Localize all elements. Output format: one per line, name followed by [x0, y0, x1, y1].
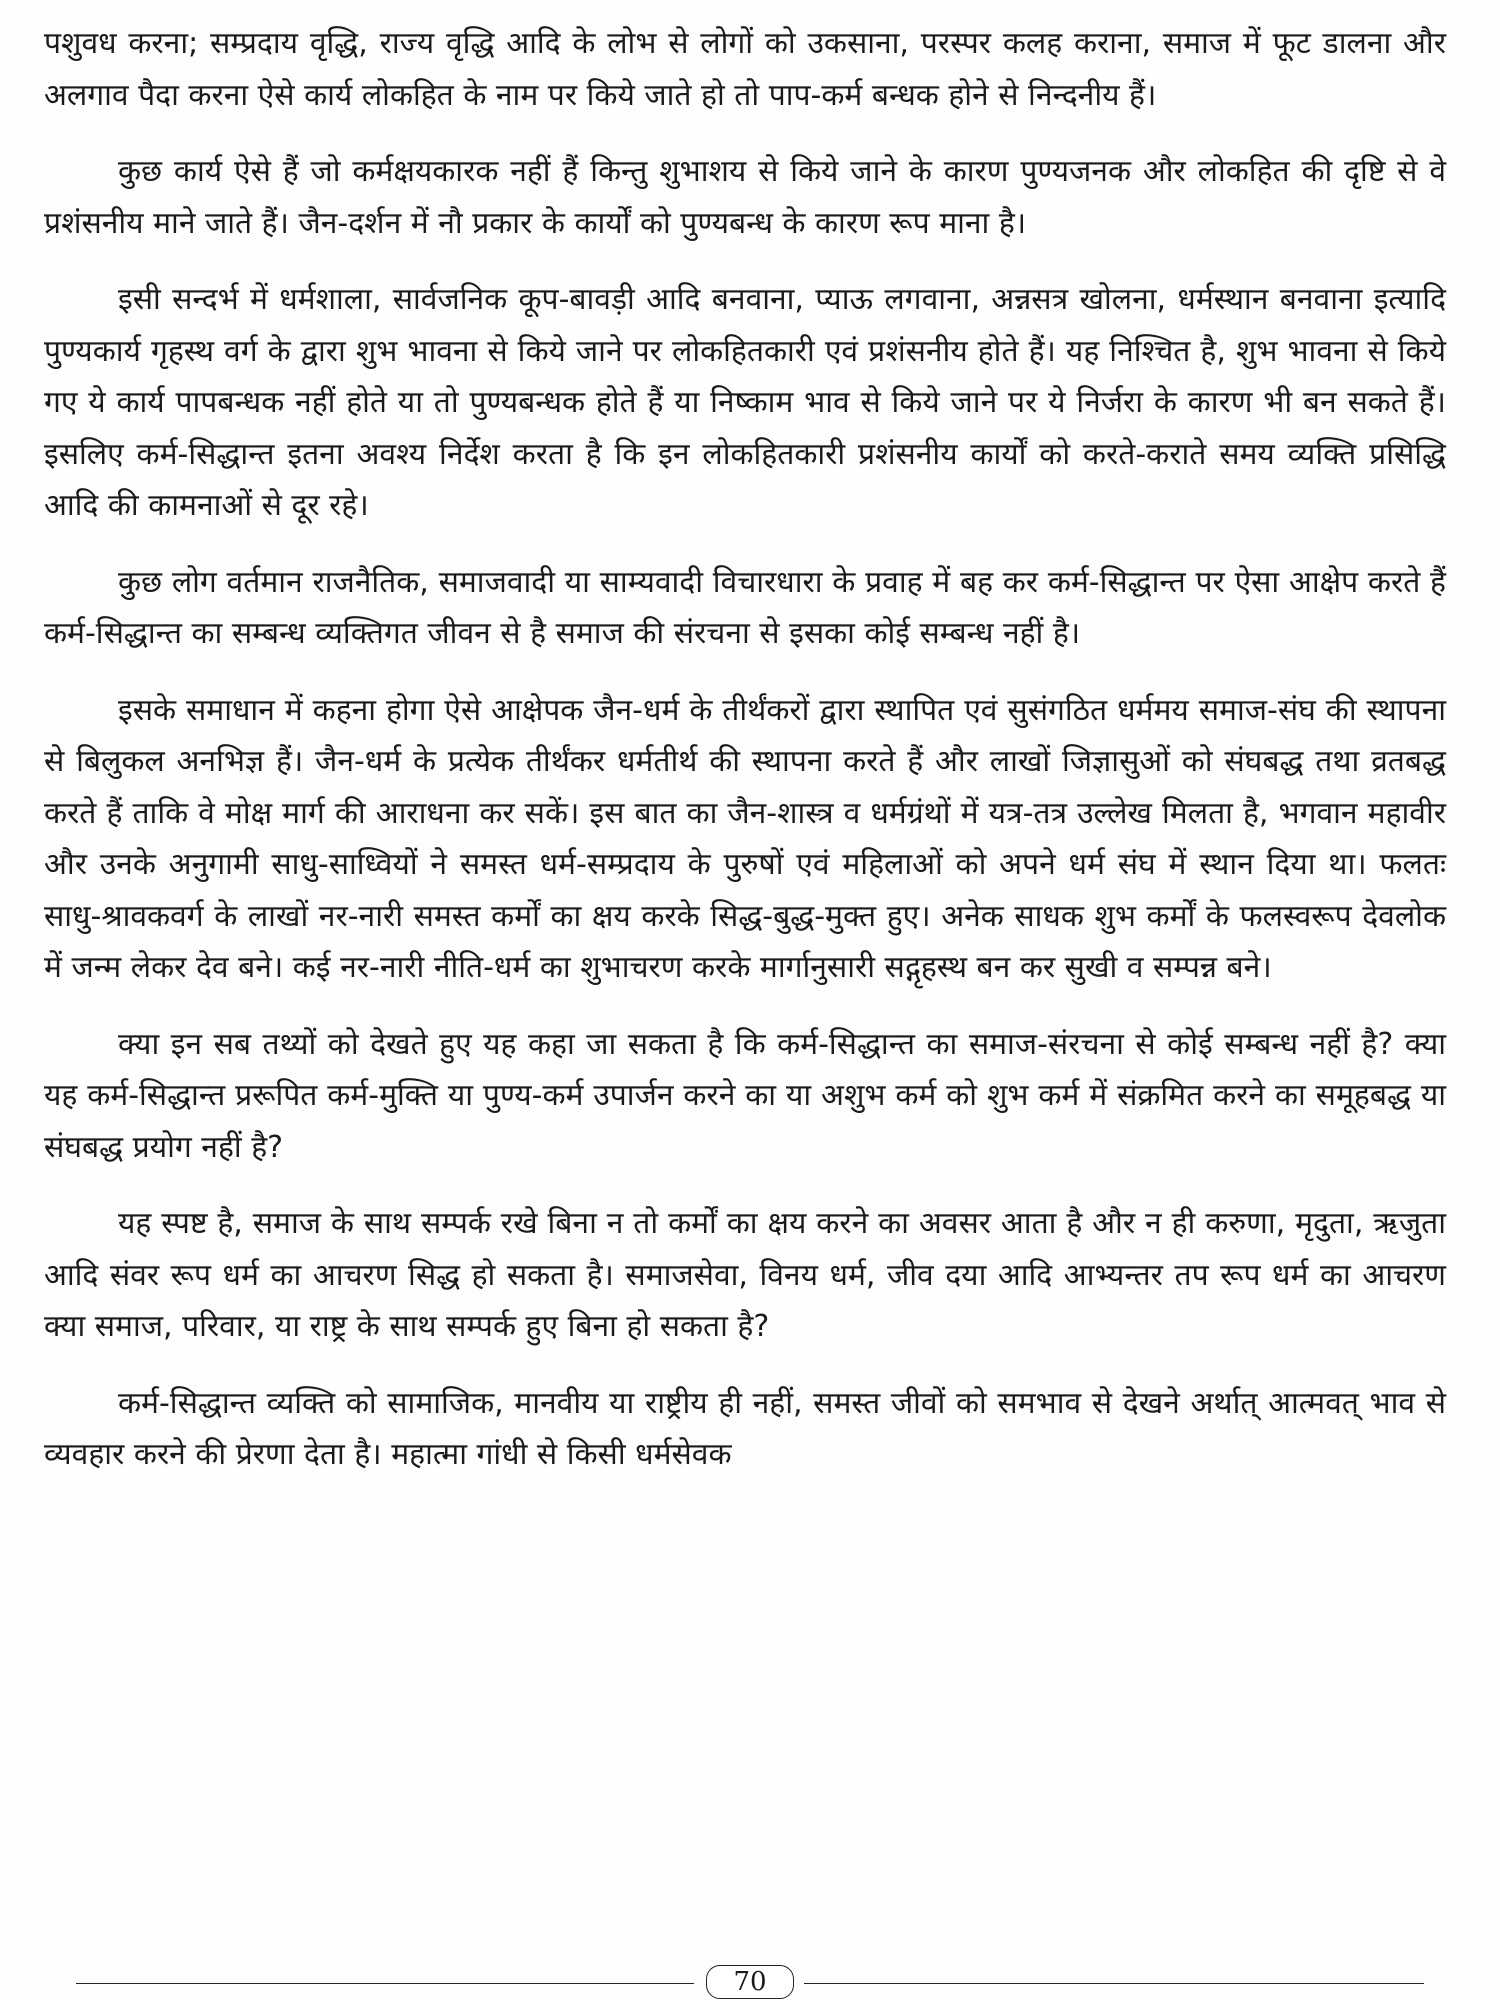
paragraph-4: कुछ लोग वर्तमान राजनैतिक, समाजवादी या साम्यवादी विचारधारा के प्रवाह में बह कर कर्म-सिद्धान्त पर ऐसा आक्षेप करते हैं कर्म-सिद्धान्त का सम्बन्ध व्यक्तिगत जीवन से है समाज की संरचना से इसका कोई सम्बन्ध नहीं है।	[44, 564, 1446, 651]
page-number: 70	[706, 1965, 794, 1999]
footer-rule-left	[76, 1983, 694, 1984]
footer-rule-right	[804, 1983, 1424, 1984]
paragraph-1: पशुवध करना; सम्प्रदाय वृद्धि, राज्य वृद्धि आदि के लोभ से लोगों को उकसाना, परस्पर कलह कराना, समाज में फूट डालना और अलगाव पैदा करना ऐसे कार्य लोकहित के नाम पर किये जाते हो तो पाप-कर्म बन्धक होने से निन्दनीय हैं।	[44, 26, 1446, 113]
paragraph-5: इसके समाधान में कहना होगा ऐसे आक्षेपक जैन-धर्म के तीर्थंकरों द्वारा स्थापित एवं सुसंगठित धर्ममय समाज-संघ की स्थापना से बिलुकल अनभिज्ञ हैं। जैन-धर्म के प्रत्येक तीर्थंकर धर्मतीर्थ की स्थापना करते हैं और लाखों जिज्ञासुओं को संघबद्ध तथा व्रतबद्ध करते हैं ताकि वे मोक्ष मार्ग की आराधना कर सकें। इस बात का जैन-शास्त्र व धर्मग्रंथों में यत्र-तत्र उल्लेख मिलता है, भगवान महावीर और उनके अनुगामी साधु-साध्वियों ने समस्त धर्म-सम्प्रदाय के पुरुषों एवं महिलाओं को अपने धर्म संघ में स्थान दिया था। फलतः साधु-श्रावकवर्ग के लाखों नर-नारी समस्त कर्मों का क्षय करके सिद्ध-बुद्ध-मुक्त हुए। अनेक साधक शुभ कर्मों के फलस्वरूप देवलोक में जन्म लेकर देव बने। कई नर-नारी नीति-धर्म का शुभाचरण करके मार्गानुसारी सद्गृहस्थ बन कर सुखी व सम्पन्न बने।	[44, 692, 1446, 985]
page-footer	[76, 1965, 1424, 1995]
paragraph-7: यह स्पष्ट है, समाज के साथ सम्पर्क रखे बिना न तो कर्मों का क्षय करने का अवसर आता है और न ही करुणा, मृदुता, ऋजुता आदि संवर रूप धर्म का आचरण सिद्ध हो सकता है। समाजसेवा, विनय धर्म, जीव दया आदि आभ्यन्तर तप रूप धर्म का आचरण क्या समाज, परिवार, या राष्ट्र के साथ सम्पर्क हुए बिना हो सकता है?	[44, 1206, 1446, 1344]
paragraph-3: इसी सन्दर्भ में धर्मशाला, सार्वजनिक कूप-बावड़ी आदि बनवाना, प्याऊ लगवाना, अन्नसत्र खोलना, धर्मस्थान बनवाना इत्यादि पुण्यकार्य गृहस्थ वर्ग के द्वारा शुभ भावना से किये जाने पर लोकहितकारी एवं प्रशंसनीय होते हैं। यह निश्चित है, शुभ भावना से किये गए ये कार्य पापबन्धक नहीं होते या तो पुण्यबन्धक होते हैं या निष्काम भाव से किये जाने पर ये निर्जरा के कारण भी बन सकते हैं। इसलिए कर्म-सिद्धान्त इतना अवश्य निर्देश करता है कि इन लोकहितकारी प्रशंसनीय कार्यों को करते-कराते समय व्यक्ति प्रसिद्धि आदि की कामनाओं से दूर रहे।	[44, 282, 1446, 523]
paragraph-8: कर्म-सिद्धान्त व्यक्ति को सामाजिक, मानवीय या राष्ट्रीय ही नहीं, समस्त जीवों को समभाव से देखने अर्थात् आत्मवत् भाव से व्यवहार करने की प्रेरणा देता है। महात्मा गांधी से किसी धर्मसेवक	[44, 1385, 1446, 1472]
paragraph-6: क्या इन सब तथ्यों को देखते हुए यह कहा जा सकता है कि कर्म-सिद्धान्त का समाज-संरचना से कोई सम्बन्ध नहीं है? क्या यह कर्म-सिद्धान्त प्ररूपित कर्म-मुक्ति या पुण्य-कर्म उपार्जन करने का या अशुभ कर्म को शुभ कर्म में संक्रमित करने का समूहबद्ध या संघबद्ध प्रयोग नहीं है?	[44, 1026, 1446, 1165]
body-text	[44, 18, 1446, 1506]
paragraph-2: कुछ कार्य ऐसे हैं जो कर्मक्षयकारक नहीं हैं किन्तु शुभाशय से किये जाने के कारण पुण्यजनक और लोकहित की दृष्टि से वे प्रशंसनीय माने जाते हैं। जैन-दर्शन में नौ प्रकार के कार्यों को पुण्यबन्ध के कारण रूप माना है।	[44, 154, 1446, 241]
